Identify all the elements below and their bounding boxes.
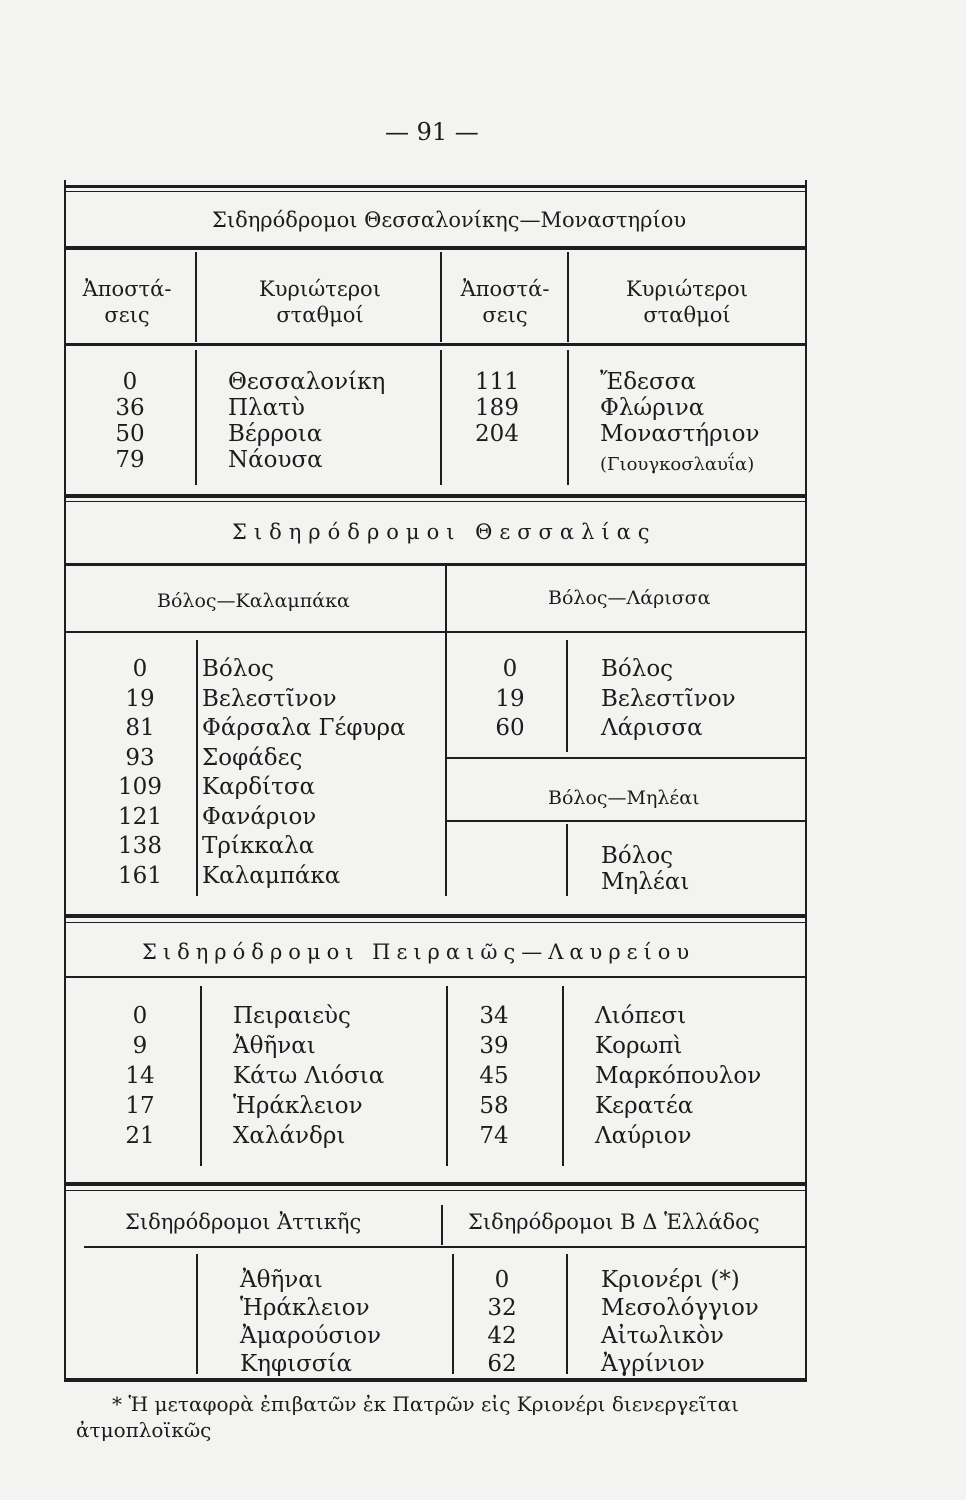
table2-right-stations: Βόλος Βελεστῖνον Λάρισσα bbox=[601, 656, 736, 741]
table4-right-distances: 0 32 42 62 bbox=[487, 1267, 517, 1377]
table4-right-title: Σιδηρόδρομοι Β Δ Ἑλλάδος bbox=[468, 1210, 760, 1234]
column-rule bbox=[445, 566, 447, 896]
column-rule bbox=[196, 1254, 198, 1374]
table1-header-stations-right: Κυριώτεροι σταθμοί bbox=[626, 277, 748, 327]
table1-left-distances: 0 36 50 79 bbox=[115, 369, 145, 473]
table2-right-route2: Βόλος—Μηλέαι bbox=[548, 787, 700, 809]
column-rule bbox=[440, 350, 442, 485]
column-rule bbox=[195, 252, 197, 342]
column-rule bbox=[566, 640, 568, 752]
table4-left-title: Σιδηρόδρομοι Ἀττικῆς bbox=[125, 1210, 362, 1234]
table1-right-stations: Ἔδεσσα Φλώρινα Μοναστήριον bbox=[600, 369, 760, 447]
table1-left-stations: Θεσσαλονίκη Πλατὺ Βέρροια Νάουσα bbox=[228, 369, 386, 473]
rule bbox=[447, 757, 807, 759]
rule bbox=[64, 343, 807, 346]
table3-left-stations: Πειραιεὺς Ἀθῆναι Κάτω Λιόσια Ἡράκλειον Χαλάνδρι bbox=[233, 1003, 385, 1149]
rule bbox=[64, 1378, 807, 1382]
table2-left-route: Βόλος—Καλαμπάκα bbox=[157, 590, 350, 612]
rule bbox=[64, 246, 807, 250]
rule bbox=[84, 1246, 806, 1248]
column-rule bbox=[440, 252, 442, 342]
table2-right-stations2: Βόλος Μηλέαι bbox=[601, 843, 690, 895]
rule bbox=[64, 1182, 807, 1186]
column-rule bbox=[566, 824, 568, 896]
table3-left-distances: 0 9 14 17 21 bbox=[125, 1003, 155, 1149]
table1-header-distance-left: Ἀποστά- σεις bbox=[82, 277, 172, 327]
footnote-line1: * Ἡ μεταφορὰ ἐπιβατῶν ἐκ Πατρῶν εἰς Κριονέρι διενεργεῖται bbox=[112, 1392, 739, 1416]
rule bbox=[64, 494, 807, 498]
column-rule bbox=[200, 986, 202, 1166]
rule bbox=[64, 922, 807, 923]
table2-right-distances: 0 19 60 bbox=[495, 656, 525, 741]
rule bbox=[64, 976, 807, 978]
column-rule bbox=[196, 640, 198, 896]
table3-right-stations: Λιόπεσι Κορωπὶ Μαρκόπουλον Κερατέα Λαύριον bbox=[595, 1003, 762, 1149]
rule bbox=[64, 1190, 807, 1191]
table1-header-stations-left: Κυριώτεροι σταθμοί bbox=[259, 277, 381, 327]
rule bbox=[64, 563, 807, 566]
column-rule bbox=[567, 252, 569, 342]
column-rule bbox=[441, 1205, 443, 1245]
table1-right-distances: 111 189 204 bbox=[475, 369, 519, 447]
table-left-border bbox=[64, 180, 66, 1380]
rule bbox=[447, 820, 807, 822]
column-rule bbox=[195, 350, 197, 485]
column-rule bbox=[446, 986, 448, 1166]
rule bbox=[64, 501, 807, 502]
footnote-line2: ἀτμοπλοϊκῶς bbox=[76, 1418, 212, 1442]
table1-right-station-note: (Γιουγκοσλαυΐα) bbox=[600, 454, 755, 475]
table-right-border bbox=[805, 180, 807, 1380]
rule bbox=[64, 191, 807, 192]
column-rule bbox=[566, 1254, 568, 1374]
table1-header-distance-right: Ἀποστά- σεις bbox=[460, 277, 550, 327]
rule bbox=[64, 185, 807, 188]
column-rule bbox=[567, 350, 569, 485]
table3-title: Σιδηρόδρομοι Πειραιῶς—Λαυρείου bbox=[142, 940, 696, 964]
table2-left-distances: 0 19 81 93 109 121 138 161 bbox=[118, 656, 162, 889]
page-number: — 91 — bbox=[385, 118, 479, 146]
column-rule bbox=[562, 986, 564, 1166]
table4-left-stations: Ἀθῆναι Ἡράκλειον Ἀμαρούσιον Κηφισσία bbox=[240, 1267, 381, 1377]
table1-title: Σιδηρόδρομοι Θεσσαλονίκης—Μοναστηρίου bbox=[212, 208, 687, 232]
table3-right-distances: 34 39 45 58 74 bbox=[479, 1003, 509, 1149]
column-rule bbox=[452, 1254, 454, 1374]
table4-right-stations: Κριονέρι (*) Μεσολόγγιον Αἰτωλικὸν Ἀγρίνιον bbox=[601, 1267, 759, 1377]
rule bbox=[64, 914, 807, 918]
table2-title: Σιδηρόδρομοι Θεσσαλίας bbox=[232, 520, 657, 544]
table2-left-stations: Βόλος Βελεστῖνον Φάρσαλα Γέφυρα Σοφάδες Καρδίτσα Φανάριον Τρίκκαλα Καλαμπάκα bbox=[202, 656, 406, 889]
table2-right-route: Βόλος—Λάρισσα bbox=[548, 587, 711, 609]
rule bbox=[64, 631, 807, 633]
